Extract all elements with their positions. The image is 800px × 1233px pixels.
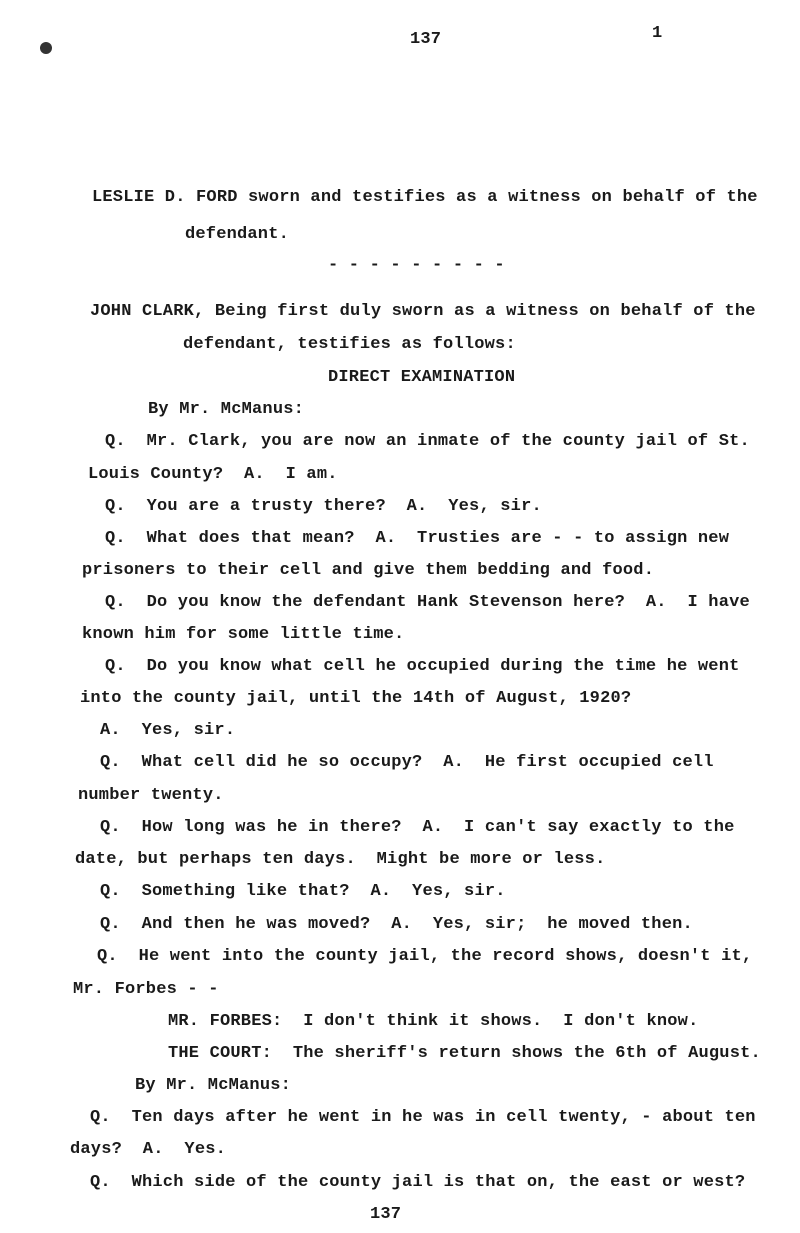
text-line: prisoners to their cell and give them bedding and food. — [82, 561, 655, 580]
text-line: Q. Ten days after he went in he was in cell twenty, - about ten — [90, 1108, 756, 1127]
text-line: Q. And then he was moved? A. Yes, sir; he moved then. — [100, 915, 693, 934]
text-line: Q. Something like that? A. Yes, sir. — [100, 882, 506, 901]
text-line: MR. FORBES: I don't think it shows. I don't know. — [168, 1012, 699, 1031]
text-line: A. Yes, sir. — [100, 721, 236, 740]
section-heading: DIRECT EXAMINATION — [328, 368, 516, 387]
text-line: days? A. Yes. — [70, 1140, 227, 1159]
binder-hole-mark — [40, 42, 52, 54]
text-line: LESLIE D. FORD sworn and testifies as a witness on behalf of the — [92, 188, 758, 207]
corner-mark: 1 — [652, 24, 663, 43]
text-line: into the county jail, until the 14th of August, 1920? — [80, 689, 632, 708]
text-line: Q. Do you know the defendant Hank Stevenson here? A. I have — [105, 593, 750, 612]
text-line: known him for some little time. — [82, 625, 405, 644]
separator-dashes: - - - - - - - - - — [328, 256, 505, 275]
text-line: date, but perhaps ten days. Might be more or less. — [75, 850, 606, 869]
text-line: defendant. — [185, 225, 290, 244]
text-line: Q. Which side of the county jail is that on, the east or west? — [90, 1173, 746, 1192]
text-line: Q. How long was he in there? A. I can't say exactly to the — [100, 818, 735, 837]
text-line: Mr. Forbes - - — [73, 980, 219, 999]
text-line: Q. Mr. Clark, you are now an inmate of the county jail of St. — [105, 432, 750, 451]
text-line: THE COURT: The sheriff's return shows the 6th of August. — [168, 1044, 761, 1063]
text-line: Q. What cell did he so occupy? A. He first occupied cell — [100, 753, 714, 772]
text-line: number twenty. — [78, 786, 224, 805]
text-line: Q. He went into the county jail, the record shows, doesn't it, — [97, 947, 753, 966]
text-line: By Mr. McManus: — [135, 1076, 292, 1095]
text-line: JOHN CLARK, Being first duly sworn as a witness on behalf of the — [90, 302, 756, 321]
text-line: By Mr. McManus: — [148, 400, 305, 419]
text-line: defendant, testifies as follows: — [183, 335, 516, 354]
text-line: Louis County? A. I am. — [88, 465, 338, 484]
text-line: Q. Do you know what cell he occupied during the time he went — [105, 657, 740, 676]
text-line: Q. You are a trusty there? A. Yes, sir. — [105, 497, 542, 516]
page-number-bottom: 137 — [370, 1205, 402, 1224]
page-number-top: 137 — [410, 30, 442, 49]
text-line: Q. What does that mean? A. Trusties are - - to assign new — [105, 529, 730, 548]
